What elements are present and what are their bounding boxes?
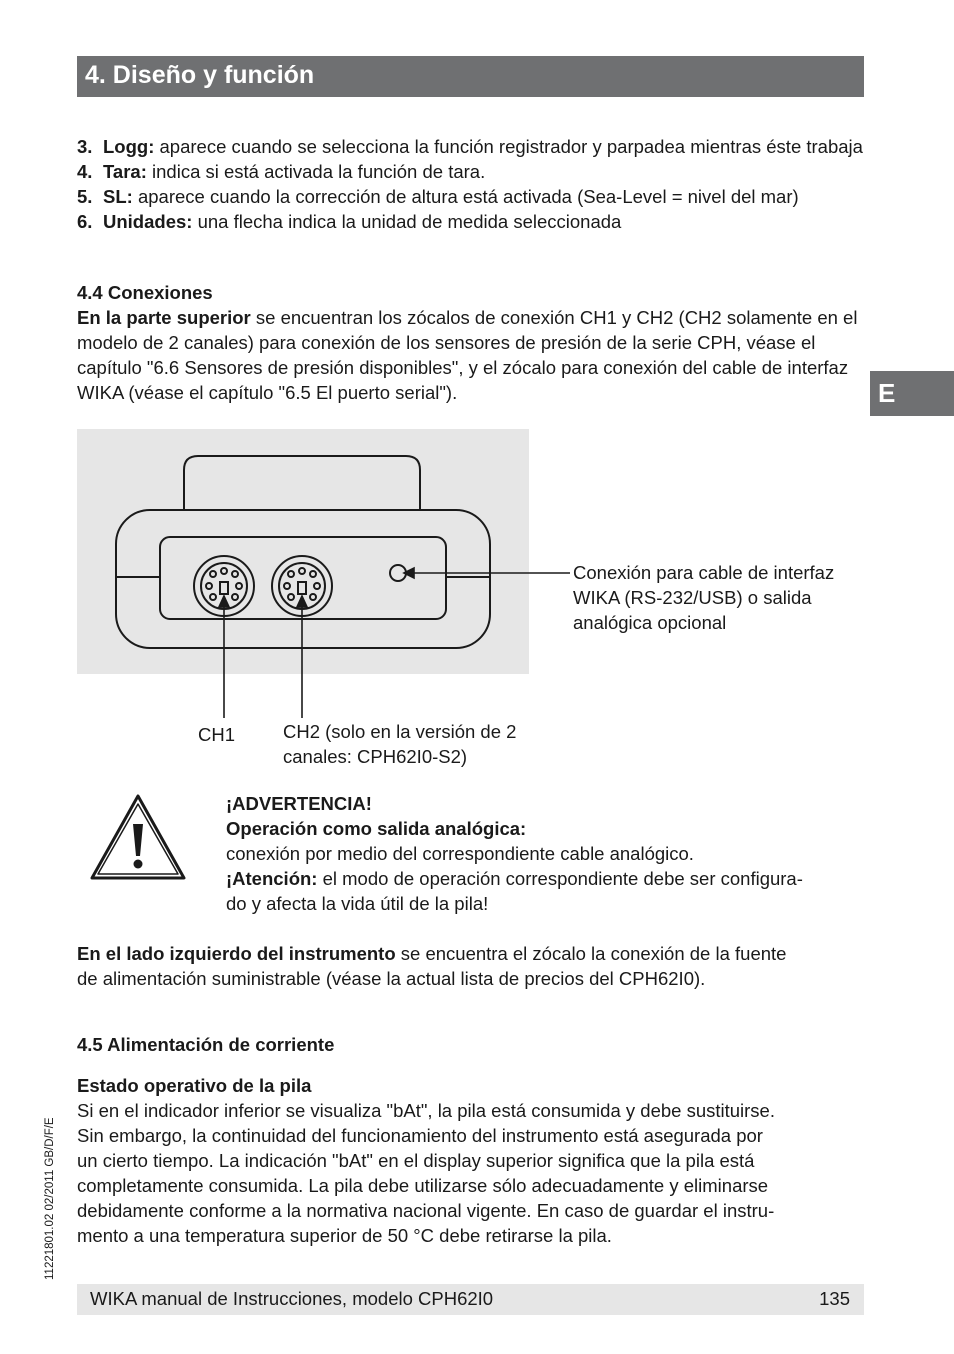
power-line: completamente consumida. La pila debe utilizarse sólo adecuadamente y eliminarse [77, 1175, 769, 1196]
power-line: Sin embargo, la continuidad del funcionamiento del instrumento está asegurada por [77, 1125, 763, 1146]
power-subheading: Estado operativo de la pila [77, 1075, 312, 1096]
interface-label-line3: analógica opcional [573, 612, 727, 633]
list-text: aparece cuando se selecciona la función registrador y parpadea mientras éste trabaja [154, 136, 863, 157]
section-title: 4. Diseño y función [85, 61, 315, 89]
attention-text-1: el modo de operación correspondiente debe ser configura- [317, 868, 803, 889]
device-top-housing [184, 456, 420, 512]
footer-title: WIKA manual de Instrucciones, modelo CPH62I0 [90, 1288, 494, 1309]
power-line: debidamente conforme a la normativa nacional vigente. En caso de guardar el instru- [77, 1200, 775, 1221]
document-code: 11221801.02 02/2011 GB/D/F/E [44, 1117, 56, 1280]
list-term: Logg: [103, 136, 155, 157]
language-tab-letter: E [878, 378, 896, 408]
list-number: 6. [77, 211, 93, 232]
warning-triangle-icon [88, 792, 188, 882]
list-term: SL: [103, 186, 133, 207]
attention-text-2: do y afecta la vida útil de la pila! [226, 893, 489, 914]
warning-title: ¡ADVERTENCIA! [226, 793, 372, 814]
list-text: indica si está activada la función de tara. [146, 161, 486, 182]
conexiones-lead: En la parte superior [77, 307, 251, 328]
power-line: mento a una temperatura superior de 50 °C debe retirarse la pila. [77, 1225, 612, 1246]
left-side-body-1: se encuentra el zócalo la conexión de la fuente [395, 943, 787, 964]
warning-line: conexión por medio del correspondiente cable analógico. [226, 843, 694, 864]
warning-attention [226, 866, 803, 891]
list-term: Tara: [103, 161, 147, 182]
left-side-line2: de alimentación suministrable (véase la actual lista de precios del CPH62I0). [77, 968, 706, 989]
list-number: 4. [77, 161, 93, 182]
left-side-line1 [77, 941, 786, 966]
interface-label-line1: Conexión para cable de interfaz [573, 562, 835, 583]
conexiones-heading: 4.4 Conexiones [77, 282, 213, 303]
list-text: una flecha indica la unidad de medida seleccionada [192, 211, 622, 232]
list-term: Unidades: [103, 211, 193, 232]
page-number: 135 [819, 1288, 850, 1309]
ch2-label-line1: CH2 (solo en la versión de 2 [283, 721, 517, 742]
list-number: 5. [77, 186, 93, 207]
device-body [116, 510, 490, 648]
attention-label: ¡Atención: [226, 868, 318, 889]
ch1-label: CH1 [198, 724, 236, 745]
list-text: aparece cuando la corrección de altura está activada (Sea-Level = nivel del mar) [132, 186, 799, 207]
warning-subtitle: Operación como salida analógica: [226, 818, 527, 839]
list-number: 3. [77, 136, 93, 157]
left-side-lead: En el lado izquierdo del instrumento [77, 943, 396, 964]
conexiones-body: se encuentran los zócalos de conexión CH1 y CH2 (CH2 solamente en el modelo de 2 canales) para conexión de los sensores de presión de la serie CPH, véase el capítulo "6.6 Sensores de presión disponibles", y el zócalo para conexión del cable de interfaz WIKA (véase el capítulo "6.5 El puerto serial"). [77, 307, 858, 403]
power-heading: 4.5 Alimentación de corriente [77, 1034, 335, 1055]
ch2-label-line2: canales: CPH62I0-S2) [283, 746, 468, 767]
interface-label-line2: WIKA (RS-232/USB) o salida [573, 587, 812, 608]
page-footer [77, 1284, 864, 1315]
power-line: Si en el indicador inferior se visualiza "bAt", la pila está consumida y debe sustituirse. [77, 1100, 775, 1121]
power-line: un cierto tiempo. La indicación "bAt" en el display superior significa que la pila está [77, 1150, 755, 1171]
